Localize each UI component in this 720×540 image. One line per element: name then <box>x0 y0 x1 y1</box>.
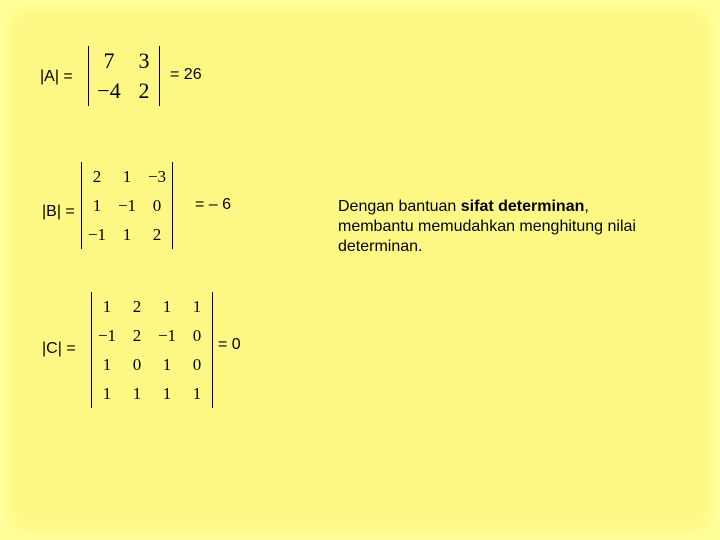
matrix-cell: 2 <box>152 224 162 244</box>
matrix-cell: 1 <box>122 224 132 244</box>
matrix-cell: 2 <box>132 325 142 345</box>
matrix-cell: 1 <box>192 296 202 316</box>
note-suffix: , membantu memudahkan menghitung nilai determinan. <box>338 198 636 255</box>
matrix-cell: 2 <box>92 166 102 186</box>
matrix-c <box>91 292 213 408</box>
matrix-cell: 1 <box>162 296 172 316</box>
matrix-cell: −1 <box>117 195 137 215</box>
matrix-cell: 1 <box>102 354 112 374</box>
matrix-cell: 0 <box>132 354 142 374</box>
matrix-cell: 2 <box>138 78 150 103</box>
matrix-cell: 1 <box>102 383 112 403</box>
matrix-a <box>88 46 160 106</box>
matrix-cell: −1 <box>97 325 117 345</box>
matrix-cell: −4 <box>97 78 121 103</box>
det-c-label: |C| = <box>42 340 76 357</box>
matrix-cell: −1 <box>87 224 107 244</box>
matrix-cell: 1 <box>92 195 102 215</box>
matrix-cell: 1 <box>162 383 172 403</box>
matrix-b <box>81 162 173 249</box>
matrix-cell: 0 <box>192 354 202 374</box>
matrix-cell: 3 <box>138 48 150 73</box>
matrix-cell: −1 <box>157 325 177 345</box>
det-a-label: |A| = <box>40 68 73 85</box>
det-b-result: = – 6 <box>195 196 232 213</box>
det-a-result: = 26 <box>170 66 202 83</box>
det-b-label: |B| = <box>42 203 75 220</box>
det-c-result: = 0 <box>218 336 241 353</box>
note-bold: sifat determinan <box>460 198 585 215</box>
matrix-cell: 1 <box>102 296 112 316</box>
matrix-cell: 0 <box>152 195 162 215</box>
matrix-cell: −3 <box>147 166 167 186</box>
explanation-text <box>338 197 648 257</box>
matrix-cell: 1 <box>162 354 172 374</box>
matrix-cell: 2 <box>132 296 142 316</box>
note-prefix: Dengan bantuan <box>338 198 461 215</box>
matrix-cell: 1 <box>132 383 142 403</box>
matrix-cell: 0 <box>192 325 202 345</box>
matrix-cell: 1 <box>192 383 202 403</box>
matrix-cell: 1 <box>122 166 132 186</box>
matrix-cell: 7 <box>103 48 115 73</box>
